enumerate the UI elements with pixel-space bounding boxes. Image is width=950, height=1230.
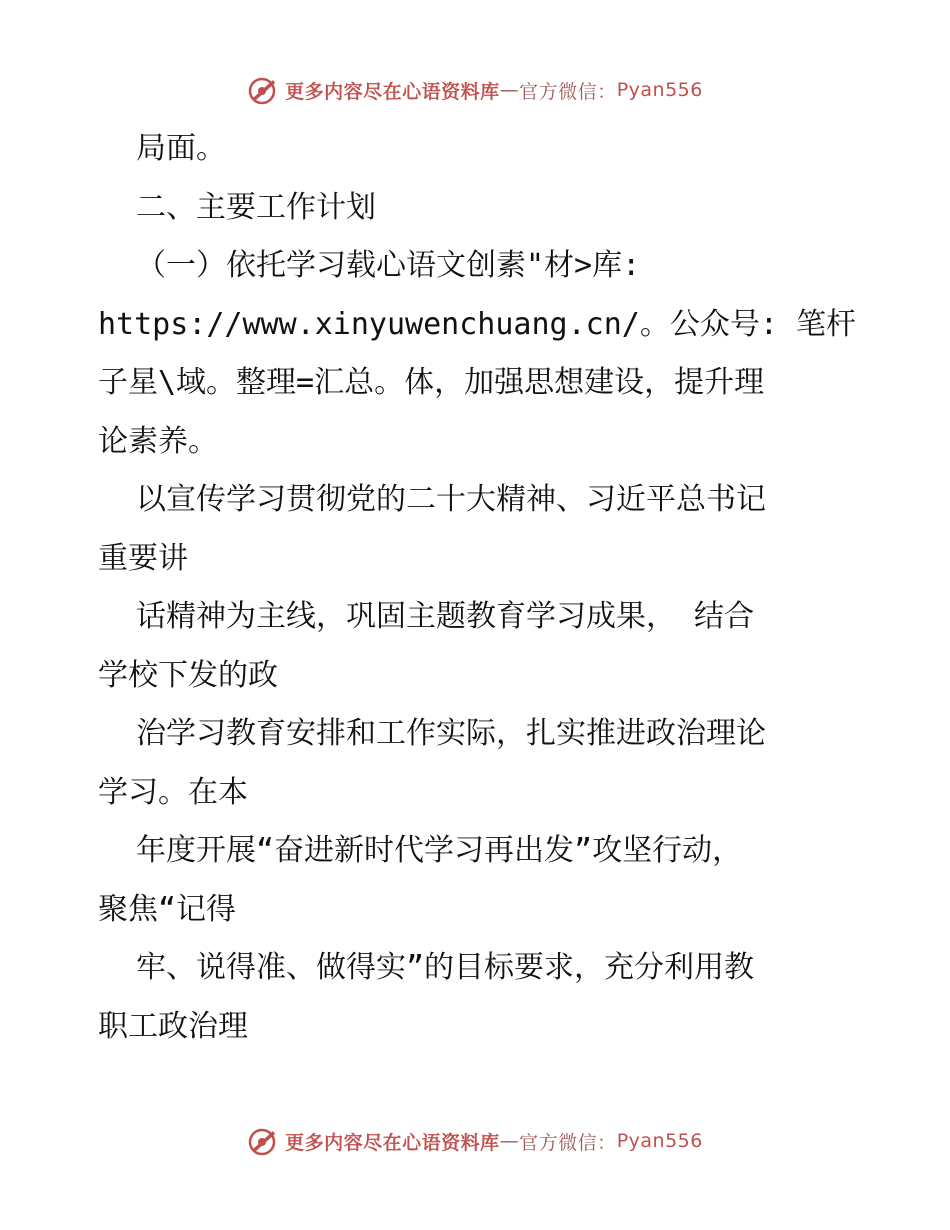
text-line: 牢、说得准、做得实”的目标要求，充分利用教 <box>136 950 755 985</box>
text-line: 职工政治理 <box>98 1008 248 1044</box>
watermark-brand: 更多内容尽在心语资料库 <box>285 80 500 103</box>
header-watermark <box>0 74 950 106</box>
watermark-dash: — <box>499 1130 520 1152</box>
text-line: 重要讲 <box>98 540 188 576</box>
watermark-brand: 更多内容尽在心语资料库 <box>285 1131 500 1154</box>
document-body <box>98 120 858 1056</box>
pen-logo-icon <box>247 1125 279 1157</box>
subsection-heading: （一）依托学习载心语文创素"材>库: <box>136 248 641 283</box>
text-line: 话精神为主线，巩固主题教育学习成果， 结合 <box>136 599 755 634</box>
text-line: 学校下发的政 <box>98 657 278 693</box>
text-line: 聚焦“记得 <box>98 891 237 927</box>
watermark-id: Pyan556 <box>616 1130 703 1152</box>
text-line: 治学习教育安排和工作实际，扎实推进政治理论 <box>136 716 766 751</box>
watermark-id: Pyan556 <box>616 79 703 101</box>
text-line: 以宣传学习贯彻党的二十大精神、习近平总书记 <box>136 482 766 517</box>
text-line: 局面。 <box>136 131 226 166</box>
text-line: 学习。在本 <box>98 774 248 810</box>
text-line: 子星\域。整理=汇总。体，加强思想建设，提升理 <box>98 365 765 400</box>
pen-logo-icon <box>247 74 279 106</box>
text-line: 年度开展“奋进新时代学习再出发”攻坚行动， <box>136 833 743 868</box>
text-line: 论素养。 <box>98 423 218 459</box>
watermark-dash: — <box>499 79 520 101</box>
section-heading: 二、主要工作计划 <box>136 189 376 225</box>
text-line: https://www.xinyuwenchuang.cn/。公众号: 笔杆 <box>98 306 856 342</box>
watermark-wechat: 官方微信： <box>519 80 617 103</box>
footer-watermark <box>0 1125 950 1157</box>
watermark-wechat: 官方微信： <box>519 1131 617 1154</box>
